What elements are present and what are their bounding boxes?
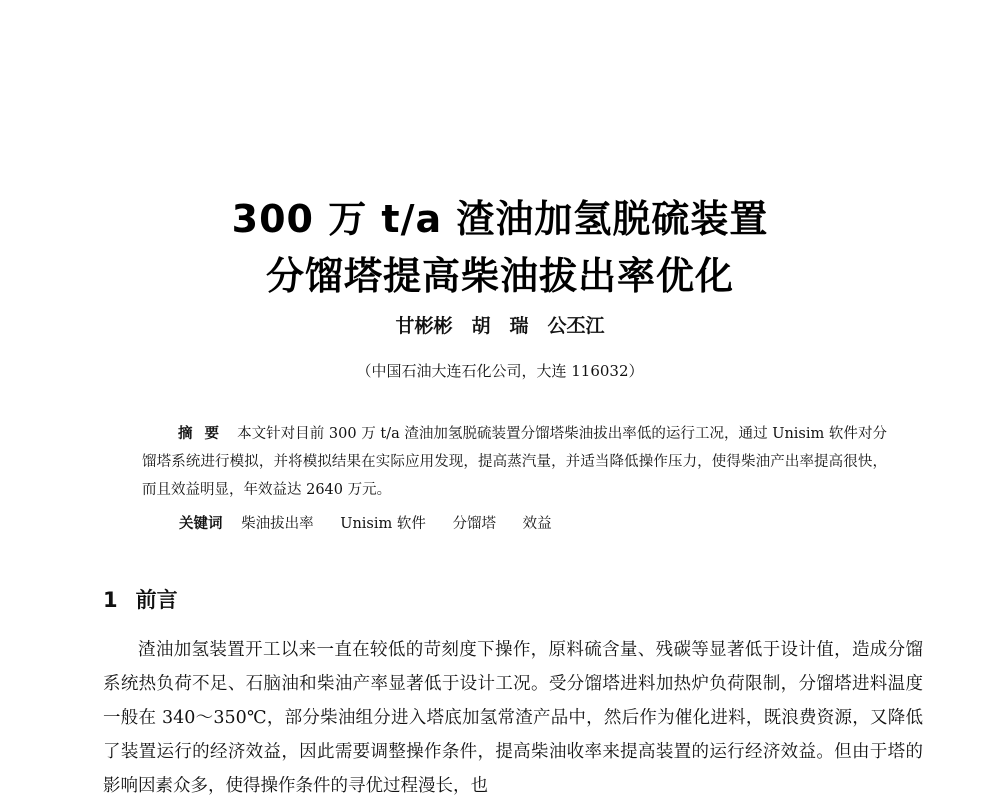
- section-title: 前言: [135, 588, 178, 612]
- keyword-item: 柴油拔出率: [241, 516, 314, 532]
- keyword-item: 分馏塔: [452, 516, 496, 532]
- abstract-block: [142, 420, 887, 504]
- section-number: 1: [103, 588, 118, 612]
- keywords-block: [179, 510, 879, 538]
- paper-title-line-1: 300 万 t/a 渣油加氢脱硫装置: [231, 197, 769, 241]
- abstract-text: 本文针对目前 300 万 t/a 渣油加氢脱硫装置分馏塔柴油拔出率低的运行工况，通过 Unisim 软件对分馏塔系统进行模拟，并将模拟结果在实际应用发现，提高蒸汽量，并适当降低操作压力，使得柴油产出率提高很快，而且效益明显，年效益达 2640 万元。: [142, 426, 887, 498]
- author-list: 甘彬彬 胡 瑞 公丕江: [395, 315, 605, 337]
- keyword-item: Unisim 软件: [340, 516, 426, 532]
- body-paragraph: 渣油加氢装置开工以来一直在较低的苛刻度下操作，原料硫含量、残碳等显著低于设计值，造成分馏系统热负荷不足、石脑油和柴油产率显著低于设计工况。受分馏塔进料加热炉负荷限制，分馏塔进料温度一般在 340～350℃，部分柴油组分进入塔底加氢常渣产品中，然后作为催化进料，既浪费资源，又降低了装置运行的经济效益，因此需要调整操作条件，提高柴油收率来提高装置的运行经济效益。但由于塔的影响因素众多，使得操作条件的寻优过程漫长，也: [103, 640, 923, 796]
- affiliation: （中国石油大连石化公司，大连 116032）: [356, 362, 644, 380]
- keyword-item: 效益: [522, 516, 552, 532]
- keywords-label: 关键词: [179, 516, 223, 532]
- paper-title-line-2: 分馏塔提高柴油拔出率优化: [265, 254, 734, 298]
- abstract-label: 摘要: [178, 426, 232, 442]
- section-heading: [103, 584, 178, 614]
